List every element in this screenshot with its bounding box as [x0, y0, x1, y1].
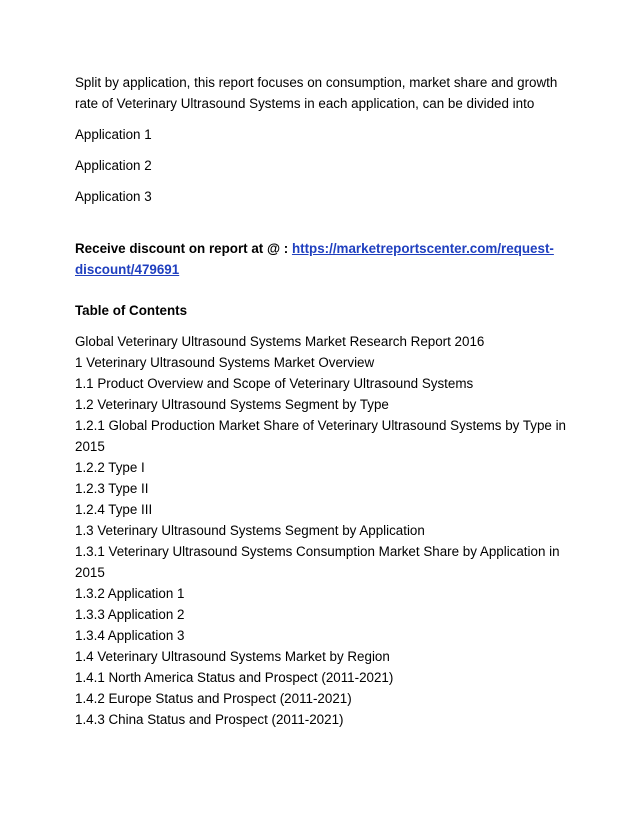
toc-item: 1.2.4 Type III	[75, 502, 153, 517]
toc-item: 1.3.4 Application 3	[75, 628, 185, 643]
application-item: Application 1	[75, 127, 152, 142]
document-content	[75, 72, 575, 730]
toc-item: 1.3.2 Application 1	[75, 586, 185, 601]
intro-paragraph: Split by application, this report focuses on consumption, market share and growth rate of Veterinary Ultrasound Systems in each application, can be divided into	[75, 75, 558, 111]
toc-item: 1 Veterinary Ultrasound Systems Market Overview	[75, 355, 375, 370]
toc-item: 1.4.2 Europe Status and Prospect (2011-2021)	[75, 691, 352, 706]
toc-title: Table of Contents	[75, 303, 188, 318]
toc-item: 1.4.1 North America Status and Prospect (2011-2021)	[75, 670, 394, 685]
toc-item: 1.3 Veterinary Ultrasound Systems Segment by Application	[75, 523, 425, 538]
toc-item: 1.2.1 Global Production Market Share of Veterinary Ultrasound Systems by Type in 2015	[75, 418, 566, 454]
toc-item: 1.4.3 China Status and Prospect (2011-2021)	[75, 712, 344, 727]
discount-line	[75, 238, 575, 280]
toc-list	[75, 331, 575, 730]
toc-item: 1.2.2 Type I	[75, 460, 145, 475]
application-item: Application 3	[75, 189, 152, 204]
toc-item: 1.2.3 Type II	[75, 481, 149, 496]
application-item: Application 2	[75, 158, 152, 173]
toc-item: 1.2 Veterinary Ultrasound Systems Segment by Type	[75, 397, 389, 412]
toc-item: 1.1 Product Overview and Scope of Veterinary Ultrasound Systems	[75, 376, 474, 391]
spacer	[75, 217, 575, 238]
discount-link[interactable]: https://marketreportscenter.com/request-discount/479691	[75, 241, 554, 277]
toc-item: 1.4 Veterinary Ultrasound Systems Market by Region	[75, 649, 390, 664]
application-list	[75, 124, 575, 207]
toc-item: 1.3.3 Application 2	[75, 607, 185, 622]
toc-item: 1.3.1 Veterinary Ultrasound Systems Consumption Market Share by Application in 2015	[75, 544, 560, 580]
discount-label: Receive discount on report at @ :	[75, 241, 292, 256]
toc-item: Global Veterinary Ultrasound Systems Market Research Report 2016	[75, 334, 485, 349]
